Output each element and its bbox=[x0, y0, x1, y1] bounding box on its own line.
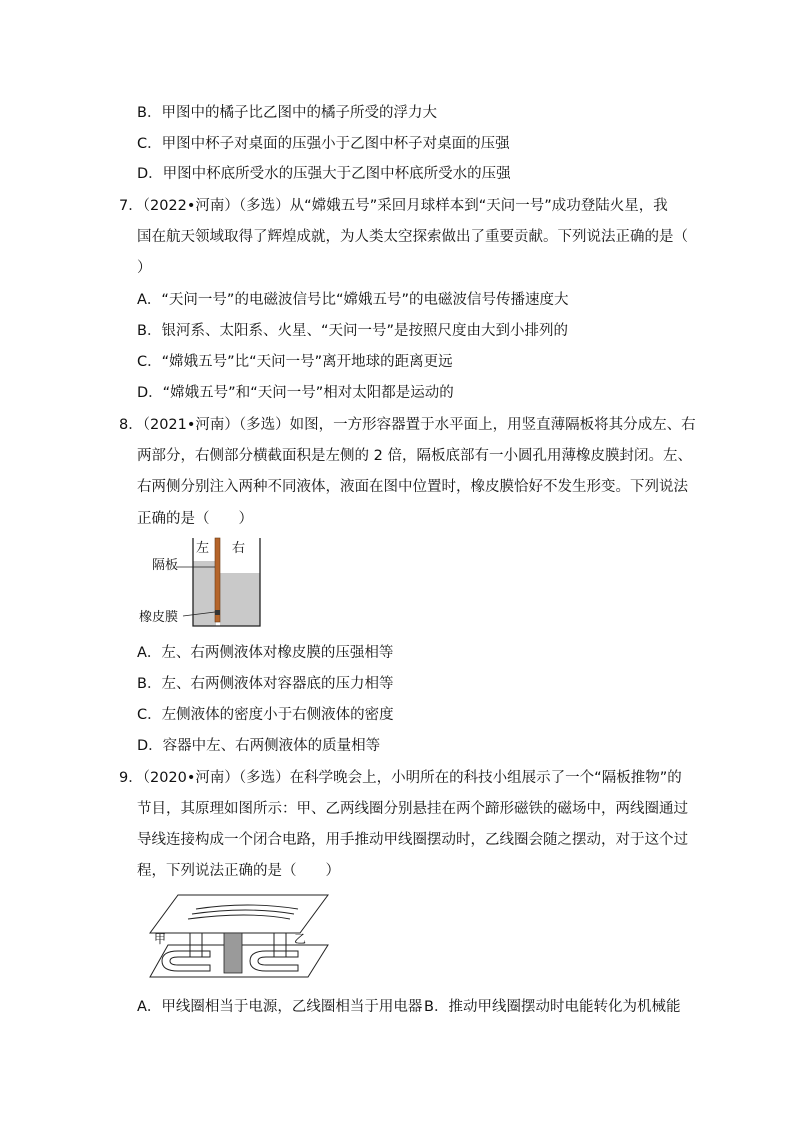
q8-option-a: A．左、右两侧液体对橡皮膜的压强相等 bbox=[137, 645, 394, 661]
q7-option-a: A．“天问一号”的电磁波信号比“嫦娥五号”的电磁波信号传播速度大 bbox=[137, 292, 569, 308]
q6-option-d: D．甲图中杯底所受水的压强大于乙图中杯底所受水的压强 bbox=[137, 166, 511, 182]
q9-stem-line2: 节目，其原理如图所示：甲、乙两线圈分别悬挂在两个蹄形磁铁的磁场中，两线圈通过 bbox=[137, 801, 688, 817]
q9-stem-line4: 程，下列说法正确的是（ ） bbox=[137, 863, 340, 879]
q8-option-d: D．容器中左、右两侧液体的质量相等 bbox=[137, 738, 381, 754]
label-jia: 甲 bbox=[154, 932, 167, 946]
q7-stem-line2: 国在航天领域取得了辉煌成就，为人类太空探索做出了重要贡献。下列说法正确的是（ bbox=[137, 229, 688, 245]
label-membrane: 橡皮膜 bbox=[139, 610, 179, 625]
q8-container-figure bbox=[138, 536, 268, 630]
divider-board bbox=[224, 933, 242, 973]
q7-option-c: C．“嫦娥五号”比“天问一号”离开地球的距离更远 bbox=[137, 354, 453, 370]
q8-option-c: C．左侧液体的密度小于右侧液体的密度 bbox=[137, 707, 394, 723]
q7-option-b: B．银河系、太阳系、火星、“天问一号”是按照尺度由大到小排列的 bbox=[137, 323, 568, 339]
q8-stem-line2: 两部分，右侧部分横截面积是左侧的 2 倍，隔板底部有一小圆孔用薄橡皮膜封闭。左、 bbox=[137, 448, 692, 464]
divider-plate bbox=[215, 538, 220, 622]
q6-option-c: C．甲图中杯子对桌面的压强小于乙图中杯子对桌面的压强 bbox=[137, 136, 510, 152]
q6-option-b: B．甲图中的橘子比乙图中的橘子所受的浮力大 bbox=[137, 105, 437, 121]
membrane bbox=[215, 610, 220, 615]
q9-magnet-figure bbox=[148, 893, 330, 983]
q8-stem-line3: 右两侧分别注入两种不同液体，液面在图中位置时，橡皮膜恰好不发生形变。下列说法 bbox=[137, 479, 688, 495]
left-liquid bbox=[193, 561, 216, 626]
label-left: 左 bbox=[196, 541, 210, 556]
label-divider: 隔板 bbox=[152, 558, 179, 573]
q9-stem-line3: 导线连接构成一个闭合电路，用手推动甲线圈摆动时，乙线圈会随之摆动，对于这个过 bbox=[137, 832, 688, 848]
right-liquid bbox=[220, 573, 260, 626]
q7-option-d: D．“嫦娥五号”和“天问一号”相对太阳都是运动的 bbox=[137, 385, 454, 401]
q7-stem-line1: 7．（2022•河南）（多选）从“嫦娥五号”采回月球样本到“天问一号”成功登陆火星，我 bbox=[119, 198, 668, 214]
label-right: 右 bbox=[232, 541, 246, 556]
q9-option-a: A．甲线圈相当于电源，乙线圈相当于用电器 bbox=[137, 999, 423, 1015]
label-yi: 乙 bbox=[294, 932, 307, 946]
q7-stem-line3: ） bbox=[137, 260, 152, 276]
q8-option-b: B．左、右两侧液体对容器底的压力相等 bbox=[137, 676, 394, 692]
q8-stem-line1: 8．（2021•河南）（多选）如图，一方形容器置于水平面上，用竖直薄隔板将其分成左、右 bbox=[119, 417, 696, 433]
q9-stem-line1: 9．（2020•河南）（多选）在科学晚会上，小明所在的科技小组展示了一个“隔板推物”的 bbox=[119, 770, 682, 786]
q8-stem-line4: 正确的是（ ） bbox=[137, 511, 253, 527]
upper-board bbox=[150, 895, 328, 933]
q9-option-b: B．推动甲线圈摆动时电能转化为机械能 bbox=[424, 999, 681, 1015]
